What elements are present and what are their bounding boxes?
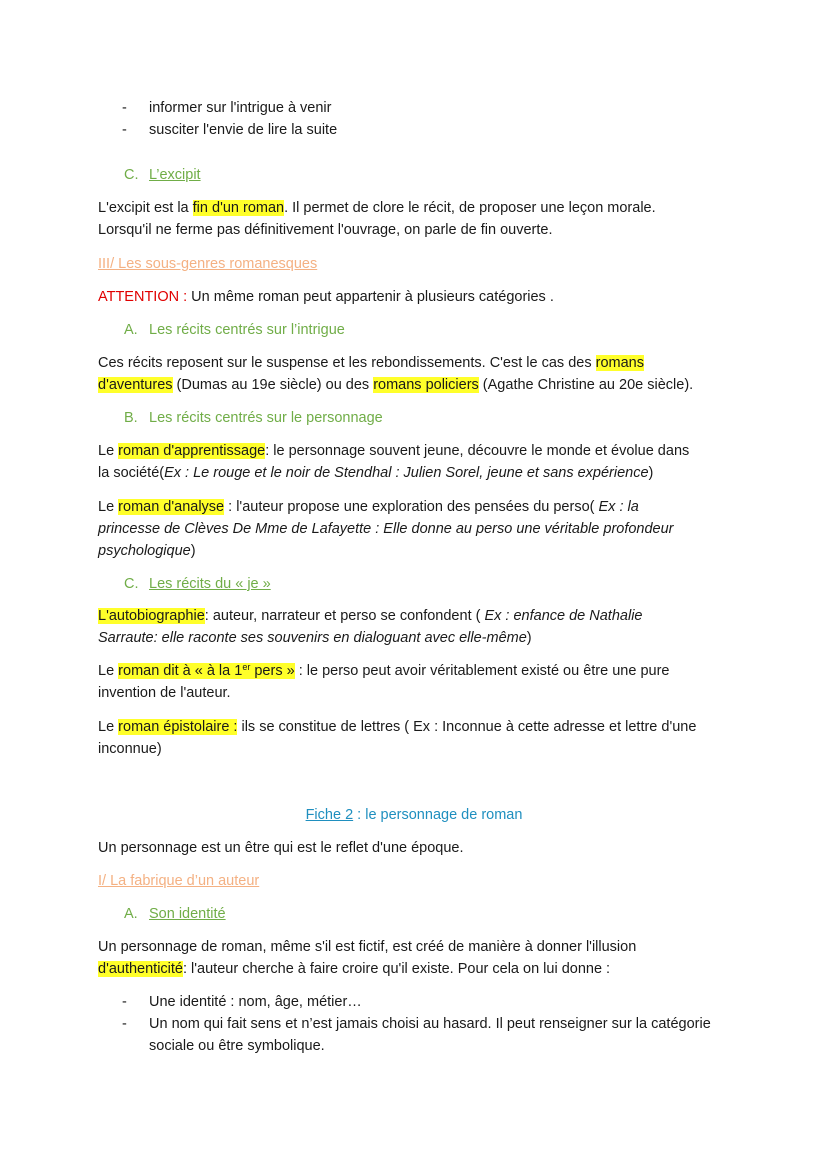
fiche2-intro: Un personnage est un être qui est le reflet d'une époque. xyxy=(98,840,464,856)
section-title-sous-genres: III/ Les sous-genres romanesques xyxy=(98,256,318,272)
heading-je: C. Les récits du « je » xyxy=(124,576,271,592)
heading-personnage: B. Les récits centrés sur le personnage xyxy=(124,410,383,426)
fiche2-title: Fiche 2 : le personnage de roman xyxy=(305,807,523,823)
intro-bullet-list xyxy=(122,97,738,141)
excipit-paragraph: L'excipit est la fin d'un roman. Il permet de clore le récit, de proposer une leçon morale. Lorsqu'il ne ferme pas définitivement l'ouvrage, on parle de fin ouverte. xyxy=(98,200,656,238)
attention-note: ATTENTION : Un même roman peut appartenir à plusieurs catégories . xyxy=(98,289,554,305)
epistolaire-paragraph: Le roman épistolaire : ils se constitue de lettres ( Ex : Inconnue à cette adresse et lettre d'une inconnue) xyxy=(98,719,697,757)
list-item: - susciter l'envie de lire la suite xyxy=(122,119,738,141)
section-title-fabrique: I/ La fabrique d’un auteur xyxy=(98,873,260,889)
apprentissage-paragraph: Le roman d'apprentissage: le personnage souvent jeune, découvre le monde et évolue dans la société(Ex : Le rouge et le noir de Stendhal : Julien Sorel, jeune et sans expérience) xyxy=(98,443,690,481)
identite-bullet-list xyxy=(122,991,738,1057)
fiche2-link[interactable]: Fiche 2 xyxy=(305,807,354,823)
list-item: - Une identité : nom, âge, métier… xyxy=(122,991,738,1013)
list-item: - informer sur l'intrigue à venir xyxy=(122,97,738,119)
intrigue-paragraph: Ces récits reposent sur le suspense et les rebondissements. C'est le cas des romans d'aventures (Dumas au 19e siècle) ou des romans policiers (Agathe Christine au 20e siècle). xyxy=(98,355,694,393)
analyse-paragraph: Le roman d'analyse : l'auteur propose une exploration des pensées du perso( Ex : la princesse de Clèves De Mme de Lafayette : Elle donne au perso une véritable profondeur psychologique) xyxy=(98,499,674,559)
heading-excipit: C. L’excipit xyxy=(124,167,201,183)
autobiographie-paragraph: L'autobiographie: auteur, narrateur et perso se confondent ( Ex : enfance de Nathalie Sarraute: elle raconte ses souvenirs en dialoguant avec elle-même) xyxy=(98,608,643,646)
heading-identite: A. Son identité xyxy=(124,906,226,922)
identite-paragraph: Un personnage de roman, même s'il est fictif, est créé de manière à donner l'illusion d'authenticité: l'auteur cherche à faire croire qu'il existe. Pour cela on lui donne : xyxy=(98,939,637,977)
heading-intrigue: A. Les récits centrés sur l’intrigue xyxy=(124,322,345,338)
list-item: - Un nom qui fait sens et n’est jamais choisi au hasard. Il peut renseigner sur la catégorie sociale ou être symbolique. xyxy=(122,1013,738,1057)
premiere-personne-paragraph: Le roman dit à « à la 1er pers » : le perso peut avoir véritablement existé ou être une pure invention de l'auteur. xyxy=(98,662,670,701)
